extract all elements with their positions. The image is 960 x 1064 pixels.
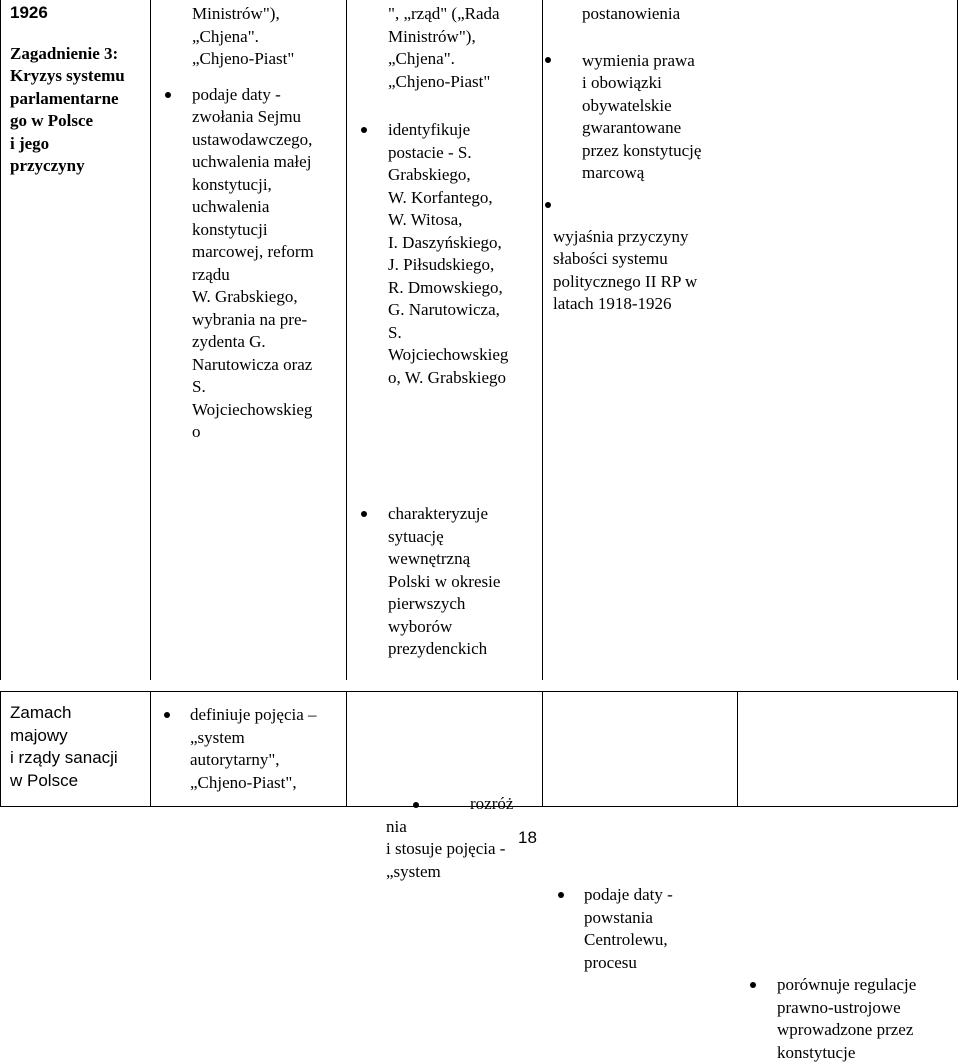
bullet-icon — [361, 127, 367, 133]
bullet-icon — [558, 892, 564, 898]
table1-divider-1 — [150, 0, 151, 680]
col2-continuation-text: Ministrów"), „Chjena". „Chjeno-Piast" — [192, 4, 295, 68]
table1-divider-2 — [346, 0, 347, 680]
page-number: 18 — [518, 828, 537, 847]
bullet-icon — [750, 982, 756, 988]
table2-border-top — [0, 691, 958, 692]
row1-col3-cell — [388, 3, 540, 661]
topic-title: Zagadnienie 3: Kryzys systemu parlamentarne go w Polsce i jego przyczyny — [10, 43, 125, 175]
bullet-icon — [165, 92, 171, 98]
col4-continuation-text: postanowienia — [582, 4, 681, 23]
row2-col2-cell — [190, 704, 342, 794]
col4-bullet-item-1 — [553, 50, 950, 185]
bullet-icon — [545, 202, 551, 208]
table2-divider-3 — [542, 691, 543, 807]
row2-col3-cell — [386, 793, 538, 883]
row2-col5-text: porównuje regulacje prawno-ustrojowe wprowadzone przez konstytucje — [777, 975, 917, 1062]
col4-bullet-text-2: wyjaśnia przyczyny słabości systemu politycznego II RP w latach 1918-1926 — [553, 226, 698, 313]
row2-col5-cell — [777, 974, 955, 1064]
row1-col4-cell — [553, 3, 950, 316]
table2-divider-2 — [346, 691, 347, 807]
col3-bullet-item-2 — [388, 503, 540, 661]
row2-col3-text-rest: nia i stosuje pojęcia - „system — [386, 816, 506, 881]
table2-divider-1 — [150, 691, 151, 807]
table1-border-right — [957, 0, 958, 680]
table2-border-right — [957, 691, 958, 807]
row2-col4-text: podaje daty - powstania Centrolewu, procesu — [584, 885, 673, 972]
col2-bullet-item — [192, 84, 342, 444]
col3-continuation-text: ", „rząd" („Rada Ministrów"), „Chjena". „Chjeno-Piast" — [388, 4, 500, 91]
row2-col3-text-line1: rozróż — [470, 794, 514, 813]
row2-col2-text: definiuje pojęcia – „system autorytarny", „Chjeno-Piast", — [190, 705, 317, 792]
row1-col1-cell — [10, 2, 146, 178]
row2-col4-cell — [584, 884, 734, 974]
table2-divider-4 — [737, 691, 738, 807]
col3-bullet-text-1: identyfikuje postacie - S. Grabskiego, W. Korfantego, W. Witosa, I. Daszyńskiego, J. Piłsudskiego, R. Dmowskiego, G. Narutowicza, S. Wojciechowskieg o, W. Grabskiego — [388, 120, 509, 387]
table2-border-left — [0, 691, 1, 807]
col2-bullet-text: podaje daty - zwołania Sejmu ustawodawczego, uchwalenia małej konstytucji, uchwalenia konstytucji marcowej, reform rządu W. Grabskiego, wybrania na pre- zydenta G. Narutowicza oraz S. Wojciechowskieg o — [192, 84, 314, 441]
row1-col2-cell — [192, 3, 342, 444]
row2-col1-cell — [10, 702, 146, 792]
col4-bullet-text-1: wymienia prawa i obowiązki obywatelskie gwarantowane przez konstytucję marcową — [582, 50, 702, 182]
table1-divider-3 — [542, 0, 543, 680]
col3-bullet-text-2: charakteryzuje sytuację wewnętrzną Polski w okresie pierwszych wyborów prezydenckich — [388, 504, 501, 658]
col4-bullet-item-2 — [553, 202, 950, 316]
col3-bullet-item-1 — [388, 119, 540, 389]
bullet-icon — [545, 57, 551, 63]
year-heading: 1926 — [10, 3, 48, 22]
bullet-icon — [164, 712, 170, 718]
bullet-icon — [413, 802, 419, 808]
row2-topic-title: Zamach majowy i rządy sanacji w Polsce — [10, 703, 118, 790]
table1-border-left — [0, 0, 1, 680]
bullet-icon — [361, 511, 367, 517]
